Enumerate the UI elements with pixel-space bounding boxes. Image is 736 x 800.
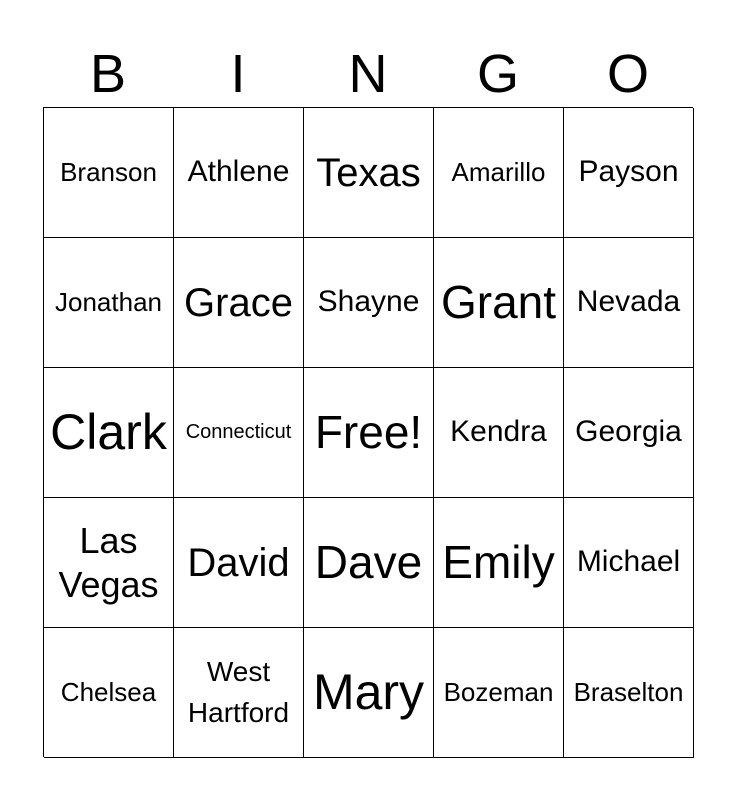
bingo-cell[interactable]: Chelsea	[44, 628, 174, 758]
bingo-cell[interactable]: Emily	[434, 498, 564, 628]
bingo-cell[interactable]: Dave	[304, 498, 434, 628]
bingo-cell[interactable]: Grant	[434, 238, 564, 368]
bingo-cell[interactable]: Nevada	[564, 238, 694, 368]
bingo-cell[interactable]: Shayne	[304, 238, 434, 368]
bingo-cell[interactable]: Braselton	[564, 628, 694, 758]
bingo-cell[interactable]: Kendra	[434, 368, 564, 498]
bingo-board	[43, 107, 693, 757]
bingo-cell[interactable]: Payson	[564, 108, 694, 238]
bingo-cell[interactable]: Bozeman	[434, 628, 564, 758]
bingo-header	[43, 44, 693, 104]
bingo-cell[interactable]: Branson	[44, 108, 174, 238]
bingo-cell[interactable]: Amarillo	[434, 108, 564, 238]
header-letter-g: G	[476, 44, 519, 104]
header-letter-i: I	[230, 44, 246, 104]
bingo-cell[interactable]: Mary	[304, 628, 434, 758]
free-space-cell[interactable]: Free!	[304, 368, 434, 498]
header-letter-o: O	[606, 44, 649, 104]
bingo-cell[interactable]: Athlene	[174, 108, 304, 238]
bingo-cell[interactable]: Clark	[44, 368, 174, 498]
bingo-cell[interactable]: Georgia	[564, 368, 694, 498]
bingo-cell[interactable]: Michael	[564, 498, 694, 628]
bingo-cell[interactable]: Jonathan	[44, 238, 174, 368]
bingo-cell[interactable]: Texas	[304, 108, 434, 238]
bingo-cell[interactable]: Grace	[174, 238, 304, 368]
bingo-cell[interactable]: David	[174, 498, 304, 628]
header-letter-n: N	[348, 44, 388, 104]
bingo-cell[interactable]: West Hartford	[174, 628, 304, 758]
bingo-cell[interactable]: Las Vegas	[44, 498, 174, 628]
bingo-cell[interactable]: Connecticut	[174, 368, 304, 498]
header-letter-b: B	[89, 44, 127, 104]
